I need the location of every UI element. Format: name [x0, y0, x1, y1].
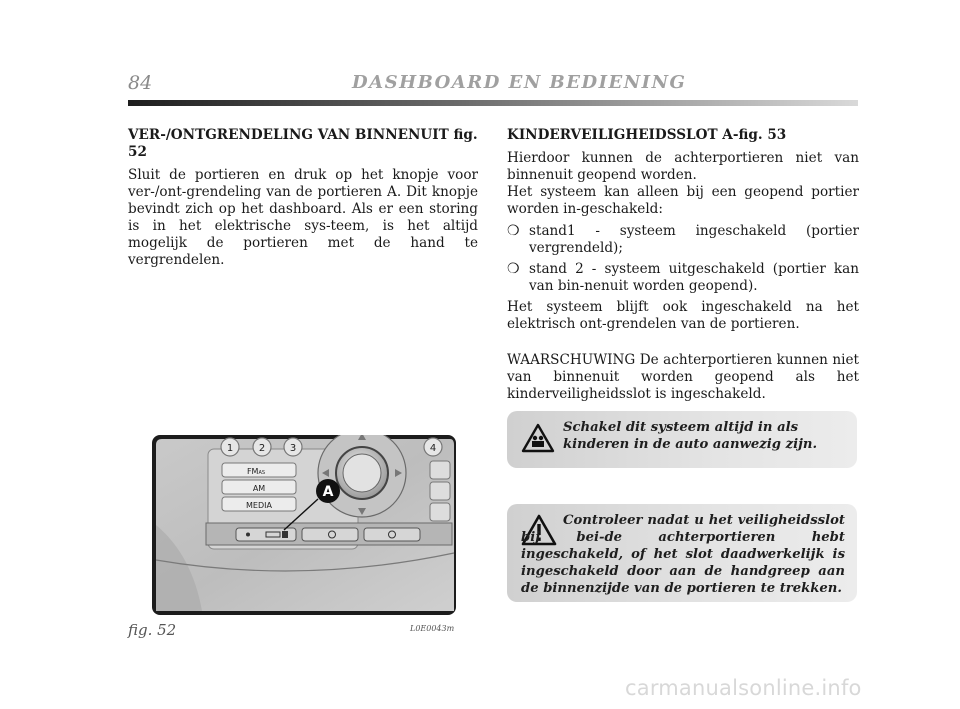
running-title: DASHBOARD EN BEDIENING — [352, 72, 687, 93]
section-heading-central-locking: VER-/ONTGRENDELING VAN BINNENUIT fig. 52 — [128, 127, 478, 160]
list-item-text: stand 2 - systeem uitgeschakeld (portier kan van bin-nenuit worden geopend). — [529, 261, 859, 294]
band-label-am: AM — [252, 484, 266, 493]
list-item — [507, 223, 859, 257]
preset-button-1: 1 — [226, 443, 234, 454]
child-lock-paragraph-3: Het systeem blijft ook ingeschakeld na het elektrisch ont-grendelen van de portieren. — [507, 299, 859, 332]
list-item — [507, 261, 859, 295]
preset-button-4: 4 — [429, 443, 437, 454]
bullet-circle-icon: ❍ — [507, 261, 520, 277]
right-column — [507, 127, 859, 408]
band-label-fm-subscript: AS — [258, 470, 266, 476]
left-column — [128, 127, 478, 274]
figure-caption: fig. 52 — [128, 621, 177, 639]
section-heading-child-lock: KINDERVEILIGHEIDSSLOT A-fig. 53 — [507, 127, 787, 143]
note-text: Controleer nadat u het veiligheidsslot bij bei-de achterportieren hebt ingeschakeld, of het slot daadwerkelijk is ingeschakeld door aan de handgreep aan de binnenzijde van de portieren te trekken. — [521, 513, 845, 596]
child-warning-icon — [521, 423, 555, 453]
child-lock-paragraph-1: Hierdoor kunnen de achterportieren niet van binnenuit geopend worden. — [507, 150, 859, 183]
note-box-children — [507, 411, 857, 468]
central-locking-paragraph: Sluit de portieren en druk op het knopje voor ver-/ont-grendeling van de portieren A. Dit knopje bevindt zich op het dashboard. Als er een storing is in het elektrische sys-teem, is het altijd mogelijk de portieren met de hand te vergrendelen. — [128, 167, 478, 268]
band-label-media: MEDIA — [246, 501, 272, 510]
callout-label-a: A — [322, 484, 334, 500]
dashboard-illustration — [152, 435, 456, 615]
header-rule — [128, 100, 858, 106]
note-box-check-lock — [507, 504, 857, 602]
page-number: 84 — [128, 72, 153, 94]
list-item-text: stand1 - systeem ingeschakeld (portier vergrendeld); — [529, 223, 859, 256]
band-label-fm: FM — [246, 467, 259, 476]
preset-button-2: 2 — [258, 443, 266, 454]
bullet-circle-icon: ❍ — [507, 223, 520, 239]
figure-dashboard-buttons — [152, 435, 456, 615]
figure-code: L0E0043m — [410, 624, 455, 633]
child-lock-paragraph-2: Het systeem kan alleen bij een geopend portier worden in-geschakeld: — [507, 184, 859, 217]
watermark: carmanualsonline.info — [625, 676, 862, 700]
preset-button-3: 3 — [289, 443, 297, 454]
note-text: Schakel dit systeem altijd in als kinderen in de auto aanwezig zijn. — [563, 420, 818, 452]
warning-paragraph: WAARSCHUWING De achterportieren kunnen niet van binnenuit worden geopend als het kinderveiligheidsslot is ingeschakeld. — [507, 352, 859, 402]
